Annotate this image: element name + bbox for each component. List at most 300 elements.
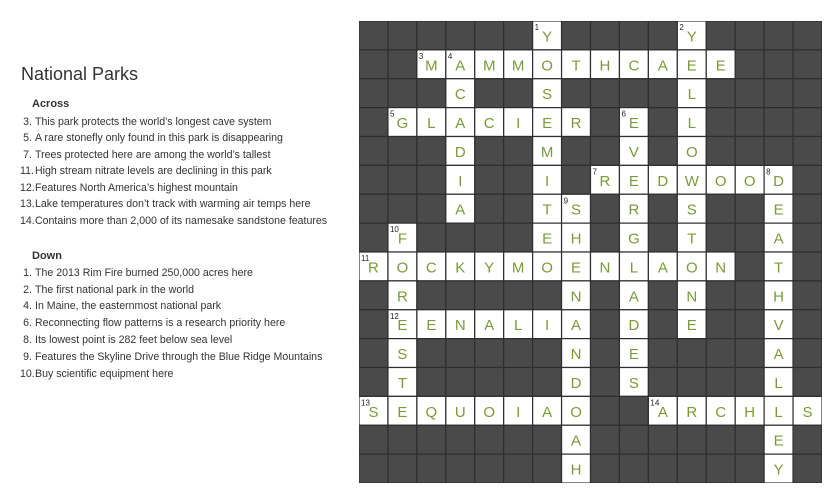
cell-letter: N <box>570 288 582 306</box>
cell-number: 2 <box>679 23 684 32</box>
cell-letter: E <box>715 57 726 75</box>
block-cell <box>359 368 388 397</box>
cell-letter: V <box>773 317 784 335</box>
block-cell <box>359 79 388 108</box>
cell-letter: L <box>687 86 696 104</box>
cell-letter: L <box>774 403 783 421</box>
block-cell <box>735 252 764 281</box>
cell-letter: D <box>454 143 466 161</box>
cell-letter: D <box>570 374 582 392</box>
cell-letter: I <box>545 317 550 335</box>
down-clue-8 <box>20 334 232 346</box>
block-cell <box>417 368 446 397</box>
cell-letter: A <box>657 403 668 421</box>
block-cell <box>648 339 677 368</box>
block-cell <box>706 108 735 137</box>
clue-number: 5. <box>23 132 32 144</box>
block-cell <box>793 339 822 368</box>
cell-letter: A <box>657 259 668 277</box>
cell-letter: H <box>570 230 582 248</box>
block-cell <box>591 454 620 483</box>
clue-text: Features the Skyline Drive through the Blue Ridge Mountains <box>35 351 323 363</box>
cell-letter: S <box>571 201 582 219</box>
cell-letter: Q <box>425 403 438 421</box>
block-cell <box>417 425 446 454</box>
cell-letter: F <box>397 230 407 248</box>
down-heading: Down <box>32 250 62 262</box>
block-cell <box>677 454 706 483</box>
cell-letter: Y <box>542 28 553 46</box>
block-cell <box>648 108 677 137</box>
block-cell <box>764 50 793 79</box>
clue-text: Reconnecting flow patterns is a research priority here <box>35 317 286 329</box>
block-cell <box>677 425 706 454</box>
across-clue-14 <box>20 215 327 227</box>
cell-letter: U <box>454 403 466 421</box>
block-cell <box>417 194 446 223</box>
block-cell <box>388 21 417 50</box>
cell-letter: E <box>628 346 639 364</box>
block-cell <box>648 454 677 483</box>
block-cell <box>533 454 562 483</box>
block-cell <box>735 108 764 137</box>
block-cell <box>359 339 388 368</box>
block-cell <box>504 339 533 368</box>
clue-number: 4. <box>23 300 32 312</box>
block-cell <box>533 368 562 397</box>
block-cell <box>388 79 417 108</box>
cell-letter: L <box>427 115 436 133</box>
cell-letter: L <box>629 259 639 277</box>
down-clue-6 <box>20 317 285 329</box>
cell-letter: N <box>715 259 727 277</box>
cell-letter: O <box>541 57 553 75</box>
cell-letter: O <box>743 172 756 190</box>
cell-letter: T <box>774 259 784 277</box>
block-cell <box>533 339 562 368</box>
block-cell <box>475 368 504 397</box>
clue-number: 14. <box>20 215 35 227</box>
cell-letter: A <box>455 201 466 219</box>
cell-letter: A <box>657 57 668 75</box>
block-cell <box>591 108 620 137</box>
block-cell <box>475 21 504 50</box>
block-cell <box>446 339 475 368</box>
cell-number: 6 <box>621 109 626 119</box>
block-cell <box>359 310 388 339</box>
block-cell <box>417 339 446 368</box>
block-cell <box>504 21 533 50</box>
clue-number: 12. <box>20 182 35 194</box>
cell-letter: T <box>571 57 581 75</box>
block-cell <box>706 79 735 108</box>
block-cell <box>735 79 764 108</box>
block-cell <box>735 223 764 252</box>
cell-letter: R <box>368 259 379 277</box>
down-clue-4 <box>20 300 221 312</box>
block-cell <box>446 454 475 483</box>
cell-letter: N <box>599 259 611 277</box>
clue-number: 2. <box>23 284 32 296</box>
block-cell <box>504 194 533 223</box>
block-cell <box>793 21 822 50</box>
cell-letter: T <box>542 201 552 219</box>
clue-number: 7. <box>23 149 32 161</box>
cell-letter: C <box>483 115 495 133</box>
block-cell <box>504 425 533 454</box>
block-cell <box>446 368 475 397</box>
cell-letter: N <box>686 288 698 306</box>
block-cell <box>793 223 822 252</box>
cell-letter: O <box>541 259 553 277</box>
clue-number: 13. <box>20 198 35 210</box>
block-cell <box>764 21 793 50</box>
block-cell <box>388 425 417 454</box>
cell-letter: C <box>628 57 640 75</box>
across-clue-5 <box>20 132 283 144</box>
cell-letter: T <box>687 230 697 248</box>
block-cell <box>619 79 648 108</box>
block-cell <box>735 339 764 368</box>
block-cell <box>562 21 591 50</box>
block-cell <box>475 165 504 194</box>
block-cell <box>417 223 446 252</box>
across-clue-7 <box>20 149 271 161</box>
clue-text: Features North America’s highest mountain <box>35 182 238 194</box>
block-cell <box>504 79 533 108</box>
cell-letter: E <box>628 115 639 133</box>
block-cell <box>591 339 620 368</box>
across-clue-11 <box>20 165 272 177</box>
cell-letter: M <box>511 259 525 277</box>
block-cell <box>735 21 764 50</box>
cell-letter: A <box>773 346 784 364</box>
down-clue-1 <box>20 267 253 279</box>
cell-letter: D <box>628 317 640 335</box>
cell-letter: A <box>628 288 639 306</box>
block-cell <box>793 310 822 339</box>
cell-letter: H <box>744 403 756 421</box>
cell-number: 10 <box>389 225 399 235</box>
cell-letter: S <box>686 201 697 219</box>
block-cell <box>562 165 591 194</box>
block-cell <box>388 50 417 79</box>
cell-letter: K <box>455 259 466 277</box>
block-cell <box>417 137 446 166</box>
block-cell <box>648 137 677 166</box>
block-cell <box>417 165 446 194</box>
cell-letter: C <box>715 403 727 421</box>
block-cell <box>475 454 504 483</box>
cell-letter: V <box>628 143 639 161</box>
block-cell <box>359 425 388 454</box>
block-cell <box>446 21 475 50</box>
cell-letter: M <box>511 57 525 75</box>
across-clue-13 <box>20 198 311 210</box>
cell-letter: O <box>714 172 727 190</box>
block-cell <box>475 194 504 223</box>
clue-text: Lake temperatures don’t track with warming air temps here <box>35 198 311 210</box>
cell-number: 13 <box>361 398 370 408</box>
block-cell <box>735 425 764 454</box>
clue-text: Buy scientific equipment here <box>35 368 174 380</box>
cell-letter: E <box>773 432 784 450</box>
cell-letter: O <box>570 403 582 421</box>
block-cell <box>793 194 822 223</box>
block-cell <box>359 50 388 79</box>
block-cell <box>648 21 677 50</box>
block-cell <box>706 310 735 339</box>
block-cell <box>388 454 417 483</box>
block-cell <box>735 194 764 223</box>
block-cell <box>359 21 388 50</box>
cell-letter: L <box>513 317 523 335</box>
cell-letter: L <box>687 115 696 133</box>
block-cell <box>533 281 562 310</box>
clue-text: In Maine, the easternmost national park <box>35 300 222 312</box>
block-cell <box>359 223 388 252</box>
cell-letter: H <box>570 461 582 479</box>
block-cell <box>359 194 388 223</box>
across-clue-3 <box>20 116 272 128</box>
cell-letter: W <box>684 172 699 190</box>
cell-letter: G <box>396 115 409 133</box>
cell-letter: E <box>628 172 639 190</box>
block-cell <box>504 165 533 194</box>
cell-number: 7 <box>592 167 597 177</box>
block-cell <box>619 21 648 50</box>
block-cell <box>706 454 735 483</box>
block-cell <box>562 137 591 166</box>
cell-letter: A <box>571 432 582 450</box>
block-cell <box>475 339 504 368</box>
block-cell <box>793 425 822 454</box>
cell-letter: N <box>454 317 466 335</box>
cell-number: 5 <box>389 109 395 119</box>
cell-number: 3 <box>418 51 424 61</box>
block-cell <box>591 396 620 425</box>
cell-letter: Y <box>484 259 495 277</box>
block-cell <box>591 79 620 108</box>
block-cell <box>504 223 533 252</box>
block-cell <box>446 425 475 454</box>
cell-letter: G <box>628 230 640 248</box>
cell-letter: A <box>571 317 582 335</box>
block-cell <box>677 339 706 368</box>
block-cell <box>504 281 533 310</box>
block-cell <box>793 281 822 310</box>
clue-text: The first national park in the world <box>35 284 194 296</box>
cell-letter: E <box>397 403 408 421</box>
clue-text: This park protects the world’s longest cave system <box>35 116 272 128</box>
block-cell <box>359 454 388 483</box>
block-cell <box>533 425 562 454</box>
cell-letter: O <box>483 403 496 421</box>
block-cell <box>648 79 677 108</box>
cell-number: 9 <box>563 196 569 206</box>
block-cell <box>388 194 417 223</box>
cell-number: 1 <box>534 23 540 32</box>
cell-number: 12 <box>389 311 399 321</box>
down-clue-2 <box>20 284 194 296</box>
block-cell <box>706 137 735 166</box>
cell-letter: M <box>425 57 438 75</box>
cell-letter: M <box>482 57 496 75</box>
cell-letter: E <box>397 317 408 335</box>
clue-panel <box>0 0 358 504</box>
cell-letter: O <box>396 259 409 277</box>
cell-letter: M <box>540 143 554 161</box>
clue-text: Contains more than 2,000 of its namesake sandstone features <box>35 215 328 227</box>
cell-letter: H <box>773 288 785 306</box>
cell-letter: R <box>686 403 698 421</box>
block-cell <box>793 50 822 79</box>
cell-letter: I <box>516 403 521 421</box>
cell-letter: Y <box>773 461 784 479</box>
block-cell <box>388 165 417 194</box>
cell-letter: E <box>686 57 697 75</box>
block-cell <box>735 50 764 79</box>
cell-number: 11 <box>361 254 370 263</box>
block-cell <box>619 396 648 425</box>
cell-letter: E <box>426 317 437 335</box>
down-clue-9 <box>20 351 322 363</box>
puzzle-title: National Parks <box>21 64 139 84</box>
cell-letter: C <box>454 86 466 104</box>
block-cell <box>417 281 446 310</box>
block-cell <box>735 137 764 166</box>
clue-number: 1. <box>23 267 32 279</box>
crossword-grid-svg <box>359 21 822 483</box>
cell-letter: O <box>685 259 698 277</box>
cell-letter: A <box>484 317 495 335</box>
block-cell <box>764 137 793 166</box>
block-cell <box>475 79 504 108</box>
cell-letter: D <box>657 172 669 190</box>
block-cell <box>591 281 620 310</box>
block-cell <box>619 454 648 483</box>
cell-letter: L <box>774 374 783 392</box>
crossword-grid[interactable] <box>359 21 822 483</box>
across-heading: Across <box>32 98 70 110</box>
clue-number: 3. <box>23 116 32 128</box>
block-cell <box>706 194 735 223</box>
block-cell <box>793 368 822 397</box>
cell-letter: D <box>773 172 785 190</box>
cell-letter: E <box>542 115 553 133</box>
clue-number: 6. <box>23 317 32 329</box>
block-cell <box>648 223 677 252</box>
block-cell <box>793 252 822 281</box>
cell-number: 14 <box>650 398 660 408</box>
block-cell <box>706 339 735 368</box>
block-cell <box>475 425 504 454</box>
block-cell <box>475 223 504 252</box>
clue-text: The 2013 Rim Fire burned 250,000 acres here <box>35 267 253 279</box>
cell-letter: E <box>686 317 697 335</box>
cell-letter: S <box>368 403 379 421</box>
clue-text: Its lowest point is 282 feet below sea level <box>35 334 233 346</box>
cell-letter: R <box>396 288 408 306</box>
cell-letter: I <box>545 172 550 190</box>
block-cell <box>706 368 735 397</box>
block-cell <box>388 137 417 166</box>
cell-letter: A <box>773 230 784 248</box>
block-cell <box>359 165 388 194</box>
block-cell <box>706 21 735 50</box>
cell-letter: T <box>397 374 407 392</box>
block-cell <box>735 310 764 339</box>
cell-number: 8 <box>766 167 771 177</box>
cell-number: 4 <box>447 51 453 61</box>
block-cell <box>648 310 677 339</box>
block-cell <box>359 108 388 137</box>
clue-text: Trees protected here are among the world’s tallest <box>35 149 271 161</box>
cell-letter: I <box>458 172 463 190</box>
block-cell <box>504 368 533 397</box>
cell-letter: A <box>542 403 553 421</box>
block-cell <box>648 425 677 454</box>
block-cell <box>591 425 620 454</box>
cell-letter: S <box>628 374 639 392</box>
block-cell <box>793 108 822 137</box>
block-cell <box>446 223 475 252</box>
block-cell <box>591 310 620 339</box>
block-cell <box>417 79 446 108</box>
block-cell <box>591 137 620 166</box>
block-cell <box>793 454 822 483</box>
clue-number: 8. <box>23 334 32 346</box>
cell-letter: E <box>542 230 553 248</box>
block-cell <box>359 137 388 166</box>
cell-letter: A <box>455 57 466 75</box>
block-cell <box>706 223 735 252</box>
block-cell <box>793 137 822 166</box>
block-cell <box>735 454 764 483</box>
cell-letter: Y <box>686 28 697 46</box>
block-cell <box>764 108 793 137</box>
cell-letter: C <box>425 259 437 277</box>
block-cell <box>706 281 735 310</box>
block-cell <box>359 281 388 310</box>
cell-letter: H <box>599 57 611 75</box>
cell-letter: S <box>397 346 408 364</box>
cell-letter: A <box>455 115 466 133</box>
cell-letter: R <box>628 201 640 219</box>
cell-letter: S <box>802 403 813 421</box>
block-cell <box>417 454 446 483</box>
cell-letter: R <box>570 115 582 133</box>
cell-letter: E <box>773 201 784 219</box>
clue-number: 11. <box>20 165 34 177</box>
block-cell <box>706 425 735 454</box>
block-cell <box>446 281 475 310</box>
block-cell <box>735 368 764 397</box>
block-cell <box>677 368 706 397</box>
block-cell <box>591 368 620 397</box>
block-cell <box>475 281 504 310</box>
clue-number: 10. <box>20 368 35 380</box>
block-cell <box>793 165 822 194</box>
block-cell <box>793 79 822 108</box>
block-cell <box>619 425 648 454</box>
block-cell <box>591 194 620 223</box>
clue-text: High stream nitrate levels are declining in this park <box>35 165 272 177</box>
block-cell <box>591 223 620 252</box>
block-cell <box>475 137 504 166</box>
block-cell <box>648 281 677 310</box>
block-cell <box>735 281 764 310</box>
